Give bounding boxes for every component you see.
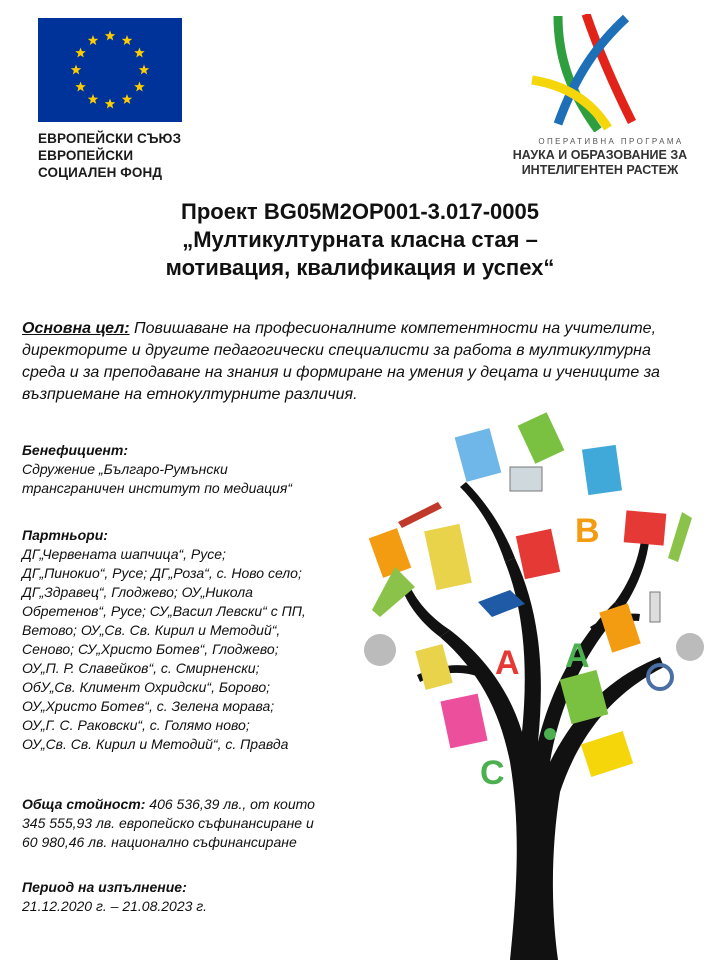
title-line: Проект BG05M2OP001-3.017-0005 xyxy=(181,199,539,224)
op-program-name xyxy=(500,148,700,178)
partner-line: ДГ„Пинокио“, Русе; ДГ„Роза“, с. Ново село; xyxy=(22,565,302,581)
pencil-icon xyxy=(398,502,442,528)
cost-heading: Обща стойност: xyxy=(22,796,146,812)
beneficiary-heading: Бенефициент: xyxy=(22,442,128,458)
op-name-line: НАУКА И ОБРАЗОВАНИЕ ЗА xyxy=(512,148,688,162)
cost-line: 345 555,93 лв. европейско съфинансиране и xyxy=(22,815,314,831)
speech-bubble-icon xyxy=(364,634,396,666)
main-goal-label: Основна цел: xyxy=(22,320,130,337)
tree-letter: C xyxy=(480,754,505,792)
beneficiary-section xyxy=(22,441,392,498)
eu-text-line: ЕВРОПЕЙСКИ xyxy=(38,148,134,163)
eu-star-icon xyxy=(88,35,98,45)
period-section xyxy=(22,878,392,916)
speech-bubble-icon xyxy=(676,633,704,661)
partners-section xyxy=(22,526,392,754)
project-title xyxy=(60,198,660,282)
period-value: 21.12.2020 г. – 21.08.2023 г. xyxy=(22,898,208,914)
op-program-caption: ОПЕРАТИВНА ПРОГРАМА xyxy=(538,137,684,146)
test-tube-icon xyxy=(668,512,692,562)
main-goal-paragraph xyxy=(22,318,694,406)
eu-stars-icon xyxy=(38,18,182,122)
partner-line: ОбУ„Св. Климент Охридски“, Борово; xyxy=(22,679,271,695)
title-line: мотивация, квалификация и успех“ xyxy=(165,255,555,280)
tree-letter: B xyxy=(575,512,600,550)
eu-star-icon xyxy=(122,35,132,45)
eu-text-line: ЕВРОПЕЙСКИ СЪЮЗ xyxy=(38,131,182,146)
test-tube-icon xyxy=(372,567,415,617)
beneficiary-line: трансграничен институт по медиация“ xyxy=(22,480,293,496)
partner-line: ОУ„Г. С. Раковски“, с. Голямо ново; xyxy=(22,717,250,733)
eu-star-icon xyxy=(134,82,144,92)
partner-line: ДГ„Червената шапчица“, Русе; xyxy=(22,546,226,562)
eu-flag-logo xyxy=(38,18,182,122)
partner-line: Сеново; СУ„Христо Ботев“, Глоджево; xyxy=(22,641,279,657)
total-cost-section xyxy=(22,795,392,852)
op-name-line: ИНТЕЛИГЕНТЕН РАСТЕЖ xyxy=(521,163,679,177)
cost-first-line xyxy=(22,795,392,814)
tree-letter: A xyxy=(565,637,590,675)
beneficiary-line: Сдружение „Българо-Румънски xyxy=(22,461,228,477)
clover-icon xyxy=(544,728,556,740)
eu-star-icon xyxy=(88,94,98,104)
tree-letter: A xyxy=(495,644,520,682)
eu-star-icon xyxy=(105,99,115,109)
cost-line: 60 980,46 лв. национално съфинансиране xyxy=(22,834,297,850)
cost-total: 406 536,39 лв., от които xyxy=(145,796,315,812)
period-heading: Период на изпълнение: xyxy=(22,879,187,895)
eu-star-icon xyxy=(75,82,85,92)
eu-star-icon xyxy=(75,48,85,58)
eu-star-icon xyxy=(122,94,132,104)
partner-line: Ветово; ОУ„Св. Св. Кирил и Методий“, xyxy=(22,622,281,638)
laptop-icon xyxy=(510,467,542,491)
partner-line: ДГ„Здравец“, Глоджево; ОУ„Никола xyxy=(22,584,253,600)
eu-star-icon xyxy=(71,65,81,75)
knowledge-tree-illustration xyxy=(360,412,720,960)
op-program-logo-icon xyxy=(528,14,640,132)
eu-star-icon xyxy=(105,31,115,41)
partner-line: ОУ„Христо Ботев“, с. Зелена морава; xyxy=(22,698,275,714)
eu-logo-text xyxy=(38,130,181,181)
partner-line: ОУ„Св. Св. Кирил и Методий“, с. Правда xyxy=(22,736,289,752)
partner-line: Обретенов“, Русе; СУ„Васил Левски“ с ПП, xyxy=(22,603,306,619)
eu-star-icon xyxy=(139,65,149,75)
eu-text-line: СОЦИАЛЕН ФОНД xyxy=(38,165,163,180)
title-line: „Мултикултурната класна стая – xyxy=(182,227,538,252)
partner-line: ОУ„П. Р. Славейков“, с. Смирненски; xyxy=(22,660,260,676)
eu-star-icon xyxy=(134,48,144,58)
partners-heading: Партньори: xyxy=(22,527,108,543)
scroll-icon xyxy=(650,592,660,622)
main-goal-text: Повишаване на професионалните компетентности на учителите, директорите и другите педагогически специалисти за работа в мултикултурна среда и за преподаване на знания и формиране на умения у децата и учениците за възприемане на етнокултурните различия. xyxy=(22,320,660,403)
